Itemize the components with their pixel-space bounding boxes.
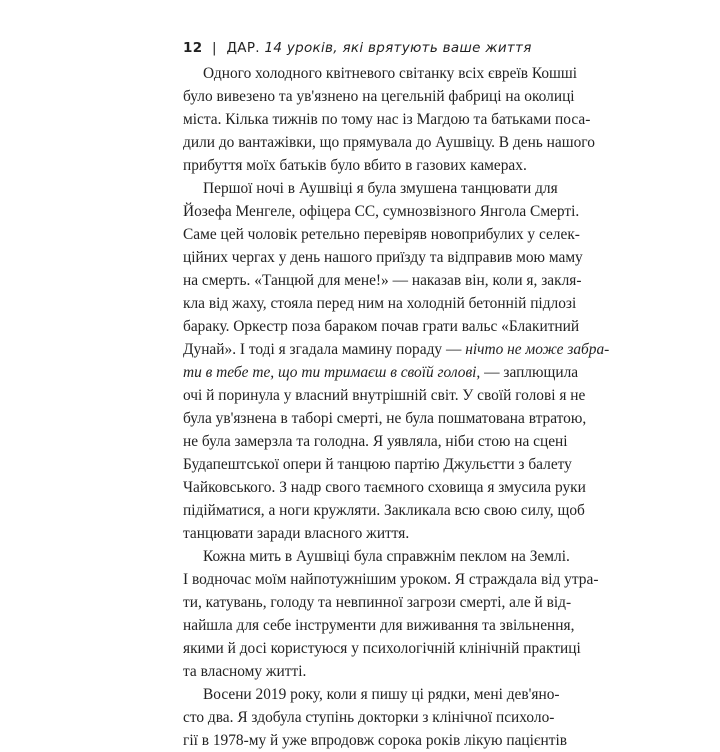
text-line-mixed (183, 361, 579, 384)
text-line: Першої ночі в Аушвіці я була змушена танцювати для (203, 180, 558, 197)
text-line: Йозефа Менгеле, офіцера СС, сумнозвізного Янгола Смерті. (183, 203, 580, 220)
page-number: 12 (183, 40, 203, 56)
text-line: Восени 2019 року, коли я пишу ці рядки, мені дев'яно- (203, 686, 560, 703)
text-line: міста. Кілька тижнів по тому нас із Магдою та батьками поса- (183, 111, 591, 128)
text-line: Чайковського. З надр свого таємного сховища я змусила руки (183, 479, 586, 496)
text-line: не була замерзла та голодна. Я уявляла, ніби стою на сцені (183, 433, 568, 450)
book-title-prefix: ДАР. (226, 40, 260, 56)
text-line: кла від жаху, стояла перед ним на холодній бетонній підлозі (183, 295, 577, 312)
header-separator: | (211, 40, 217, 56)
text-line: якими й досі користуюся у психологічній клінічній практиці (183, 640, 581, 657)
text-line: гії в 1978-му й уже впродовж сорока років лікую пацієнтів (183, 732, 568, 749)
text-line: Одного холодного квітневого світанку всіх євреїв Кошші (203, 65, 578, 82)
italic-quote: ти в тебе те, що ти тримаєш в своїй голові, (183, 364, 481, 381)
book-subtitle: 14 уроків, які врятують ваше життя (264, 40, 532, 56)
text-line: ційних чергах у день нашого приїзду та відправив мою маму (183, 249, 583, 266)
text-line: танцювати заради власного життя. (183, 525, 410, 542)
text-line: І водночас моїм найпотужнішим уроком. Я страждала від утра- (183, 571, 599, 588)
text-line: була ув'язнена в таборі смерті, не була пошматована втратою, (183, 410, 587, 427)
text-segment: — заплющила (484, 364, 579, 381)
italic-quote: нічто не може забра- (465, 341, 610, 358)
running-header (183, 40, 532, 56)
text-line: бараку. Оркестр поза бараком почав грати вальс «Блакитний (183, 318, 580, 335)
text-line: та власному житті. (183, 663, 307, 680)
text-line: найшла для себе інструменти для виживання та звільнення, (183, 617, 575, 634)
text-line: сто два. Я здобула ступінь докторки з клінічної психоло- (183, 709, 555, 726)
text-line: на смерть. «Танцюй для мене!» — наказав він, коли я, закля- (183, 272, 582, 289)
text-line: дили до вантажівки, що прямувала до Аушвіцу. В день нашого (183, 134, 595, 151)
text-line: очі й поринула у власний внутрішній світ. У своїй голові я не (183, 387, 586, 404)
text-line: Саме цей чоловік ретельно перевіряв новоприбулих у селек- (183, 226, 580, 243)
text-line: Будапештської опери й танцюю партію Джульєтти з балету (183, 456, 572, 473)
text-line: підійматися, а ноги кружляти. Закликала всю свою силу, щоб (183, 502, 585, 519)
text-segment: Дунай». І тоді я згадала мамину пораду — (183, 341, 462, 358)
text-line: прибуття моїх батьків було вбито в газових камерах. (183, 157, 527, 174)
text-line: було вивезено та ув'язнено на цегельній фабриці на околиці (183, 88, 575, 105)
text-line-mixed (183, 338, 610, 361)
text-line: ти, катувань, голоду та невпинної загрози смерті, але й від- (183, 594, 572, 611)
text-line: Кожна мить в Аушвіці була справжнім пеклом на Землі. (203, 548, 570, 565)
